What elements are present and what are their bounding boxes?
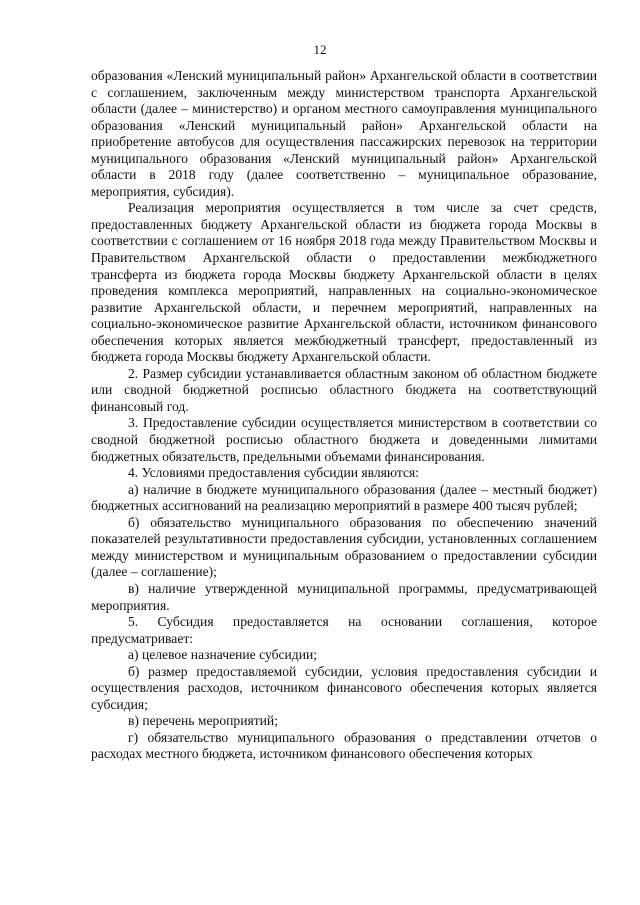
- page-number: 12: [313, 42, 327, 57]
- list-item-agreement-b: б) размер предоставляемой субсидии, условия предоставления субсидии и осуществления расходов, источником финансового обеспечения которых является субсидия;: [91, 663, 597, 712]
- list-item-agreement-a: а) целевое назначение субсидии;: [128, 647, 318, 663]
- list-item-condition-b: б) обязательство муниципального образования по обеспечению значений показателей результативности предоставления субсидии, установленных соглашением между министерством и муниципальным образованием о предоставлении субсидии (далее – соглашение);: [91, 514, 597, 580]
- paragraph-subsidy-amount: 2. Размер субсидии устанавливается областным законом об областном бюджете или сводной бюджетной росписью областного бюджета на соответствующий финансовый год.: [91, 365, 597, 414]
- paragraph-agreement-heading: 5. Субсидия предоставляется на основании соглашения, которое предусматривает:: [91, 614, 597, 646]
- list-item-agreement-d: г) обязательство муниципального образования о представлении отчетов о расходах местного бюджета, источником финансового обеспечения которых: [91, 729, 597, 762]
- list-item-condition-a: а) наличие в бюджете муниципального образования (далее – местный бюджет) бюджетных ассигнований на реализацию мероприятий в размере 400 тысяч рублей;: [91, 481, 597, 514]
- list-item-agreement-c: в) перечень мероприятий;: [128, 713, 278, 729]
- document-body: [91, 68, 597, 763]
- list-item-condition-c: в) наличие утвержденной муниципальной программы, предусматривающей мероприятия.: [91, 580, 597, 613]
- paragraph-implementation-funding: Реализация мероприятия осуществляется в том числе за счет средств, предоставленных бюджету Архангельской области из бюджета города Москвы в соответствии с соглашением от 16 ноября 2018 года между Правительством Москвы и Правительством Архангельской области о предоставлении межбюджетного трансферта из бюджета города Москвы бюджету Архангельской области в целях проведения комплекса мероприятий, направленных на социально-экономическое развитие Архангельской области, и перечнем мероприятий, направленных на социально-экономическое развитие Архангельской области, источником финансового обеспечения которых является межбюджетный трансферт, предоставленный из бюджета города Москвы бюджету Архангельской области.: [91, 200, 597, 365]
- paragraph-subsidy-provision: 3. Предоставление субсидии осуществляется министерством в соответствии со сводной бюджетной росписью областного бюджета и доведенными лимитами бюджетных обязательств, предельными объемами финансирования.: [91, 415, 597, 464]
- paragraph-intro-continuation: образования «Ленский муниципальный район» Архангельской области в соответствии с соглашением, заключенным между министерством транспорта Архангельской области (далее – министерство) и органом местного самоуправления муниципального образования «Ленский муниципальный район» Архангельской области на приобретение автобусов для осуществления пассажирских перевозок на территории муниципального образования «Ленский муниципальный район» Архангельской области в 2018 году (далее соответственно – муниципальное образование, мероприятия, субсидия).: [91, 68, 597, 199]
- paragraph-conditions-heading: 4. Условиями предоставления субсидии являются:: [128, 465, 420, 481]
